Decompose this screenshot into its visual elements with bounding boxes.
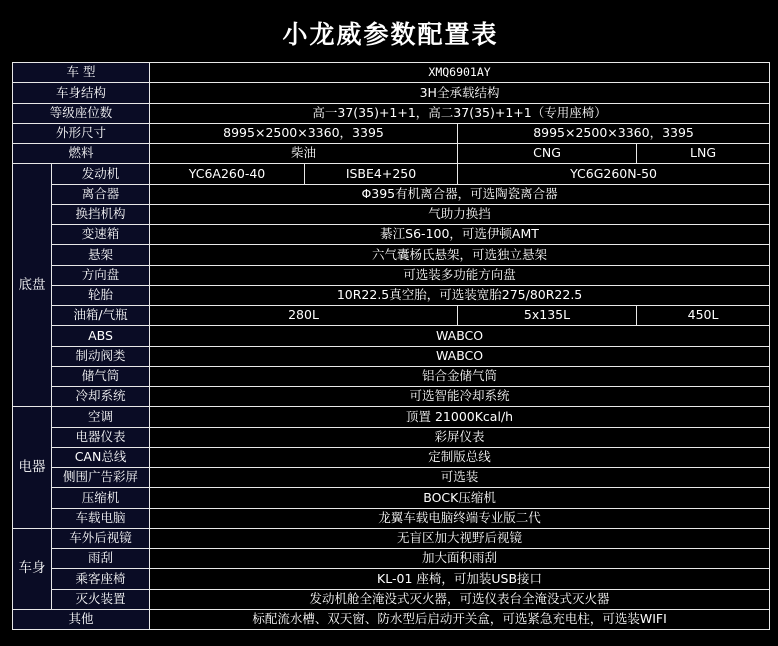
row-label: 车 型	[13, 63, 150, 83]
table-row	[13, 103, 770, 123]
row-value: LNG	[637, 144, 770, 164]
row-value: 加大面积雨刮	[150, 549, 770, 569]
row-label: CAN总线	[52, 447, 150, 467]
table-row	[13, 123, 770, 143]
row-label: ABS	[52, 326, 150, 346]
table-row	[13, 63, 770, 83]
row-value: 8995×2500×3360，3395	[150, 123, 458, 143]
row-value: Φ395有机离合器，可选陶瓷离合器	[150, 184, 770, 204]
row-value: 标配流水槽、双天窗、防水型后启动开关盒，可选紧急充电柱，可选装WIFI	[150, 609, 770, 629]
row-label: 压缩机	[52, 488, 150, 508]
row-label: 车外后视镜	[52, 528, 150, 548]
row-label: 制动阀类	[52, 346, 150, 366]
row-label: 储气筒	[52, 366, 150, 386]
table-row	[13, 366, 770, 386]
row-label: 方向盘	[52, 265, 150, 285]
row-value: BOCK压缩机	[150, 488, 770, 508]
row-label: 等级座位数	[13, 103, 150, 123]
row-value: 綦江S6-100，可选伊顿AMT	[150, 225, 770, 245]
row-value: 铝合金储气筒	[150, 366, 770, 386]
row-label: 变速箱	[52, 225, 150, 245]
row-label: 悬架	[52, 245, 150, 265]
table-row	[13, 488, 770, 508]
row-label: 电器仪表	[52, 427, 150, 447]
row-label: 乘客座椅	[52, 569, 150, 589]
row-label: 发动机	[52, 164, 150, 184]
page-title: 小龙威参数配置表	[282, 20, 499, 49]
row-label: 燃料	[13, 144, 150, 164]
row-value: 3H全承载结构	[150, 83, 770, 103]
table-row	[13, 326, 770, 346]
row-label: 灭火装置	[52, 589, 150, 609]
row-value: YC6A260-40	[150, 164, 305, 184]
row-label: 其他	[13, 609, 150, 629]
table-row	[13, 204, 770, 224]
row-value: 10R22.5真空胎，可选装宽胎275/80R22.5	[150, 285, 770, 305]
row-value: WABCO	[150, 326, 770, 346]
row-value: 280L	[150, 306, 458, 326]
row-value: 顶置 21000Kcal/h	[150, 407, 770, 427]
spec-table	[12, 62, 770, 630]
row-label: 雨刮	[52, 549, 150, 569]
row-value: 六气囊杨氏悬架，可选独立悬架	[150, 245, 770, 265]
table-row	[13, 225, 770, 245]
table-row	[13, 387, 770, 407]
row-label: 空调	[52, 407, 150, 427]
row-value: 柴油	[150, 144, 458, 164]
row-value: XMQ6901AY	[150, 63, 770, 83]
table-row	[13, 427, 770, 447]
table-row	[13, 569, 770, 589]
section-label-chassis: 底盘	[13, 164, 52, 407]
row-value: 可选装	[150, 468, 770, 488]
row-value: 彩屏仪表	[150, 427, 770, 447]
table-row	[13, 184, 770, 204]
row-value: 可选装多功能方向盘	[150, 265, 770, 285]
row-label: 车载电脑	[52, 508, 150, 528]
table-row	[13, 83, 770, 103]
row-value: 450L	[637, 306, 770, 326]
row-label: 车身结构	[13, 83, 150, 103]
row-value: 气助力换挡	[150, 204, 770, 224]
row-value: 8995×2500×3360，3395	[458, 123, 770, 143]
row-label: 油箱/气瓶	[52, 306, 150, 326]
row-value: ISBE4+250	[305, 164, 458, 184]
row-value: 发动机舱全淹没式灭火器，可选仪表台全淹没式灭火器	[150, 589, 770, 609]
table-row	[13, 245, 770, 265]
row-value: KL-01 座椅，可加装USB接口	[150, 569, 770, 589]
table-row	[13, 589, 770, 609]
row-label: 冷却系统	[52, 387, 150, 407]
table-row	[13, 265, 770, 285]
row-label: 侧围广告彩屏	[52, 468, 150, 488]
table-row	[13, 346, 770, 366]
table-row	[13, 528, 770, 548]
row-value: 5x135L	[458, 306, 637, 326]
table-row	[13, 285, 770, 305]
row-label: 外形尺寸	[13, 123, 150, 143]
row-value: 龙翼车载电脑终端专业版二代	[150, 508, 770, 528]
table-row	[13, 407, 770, 427]
row-value: YC6G260N-50	[458, 164, 770, 184]
row-value: WABCO	[150, 346, 770, 366]
row-label: 换挡机构	[52, 204, 150, 224]
section-label-electrical: 电器	[13, 407, 52, 529]
row-value: 定制版总线	[150, 447, 770, 467]
row-label: 离合器	[52, 184, 150, 204]
table-row	[13, 609, 770, 629]
table-row	[13, 508, 770, 528]
table-row	[13, 306, 770, 326]
row-value: 无盲区加大视野后视镜	[150, 528, 770, 548]
table-row	[13, 468, 770, 488]
table-row	[13, 144, 770, 164]
row-value: 可选智能冷却系统	[150, 387, 770, 407]
section-label-body: 车身	[13, 528, 52, 609]
spec-sheet	[12, 5, 769, 639]
row-label: 轮胎	[52, 285, 150, 305]
table-row	[13, 549, 770, 569]
row-value: 高一37(35)+1+1，高二37(35)+1+1（专用座椅）	[150, 103, 770, 123]
table-row	[13, 164, 770, 184]
row-value: CNG	[458, 144, 637, 164]
table-row	[13, 447, 770, 467]
